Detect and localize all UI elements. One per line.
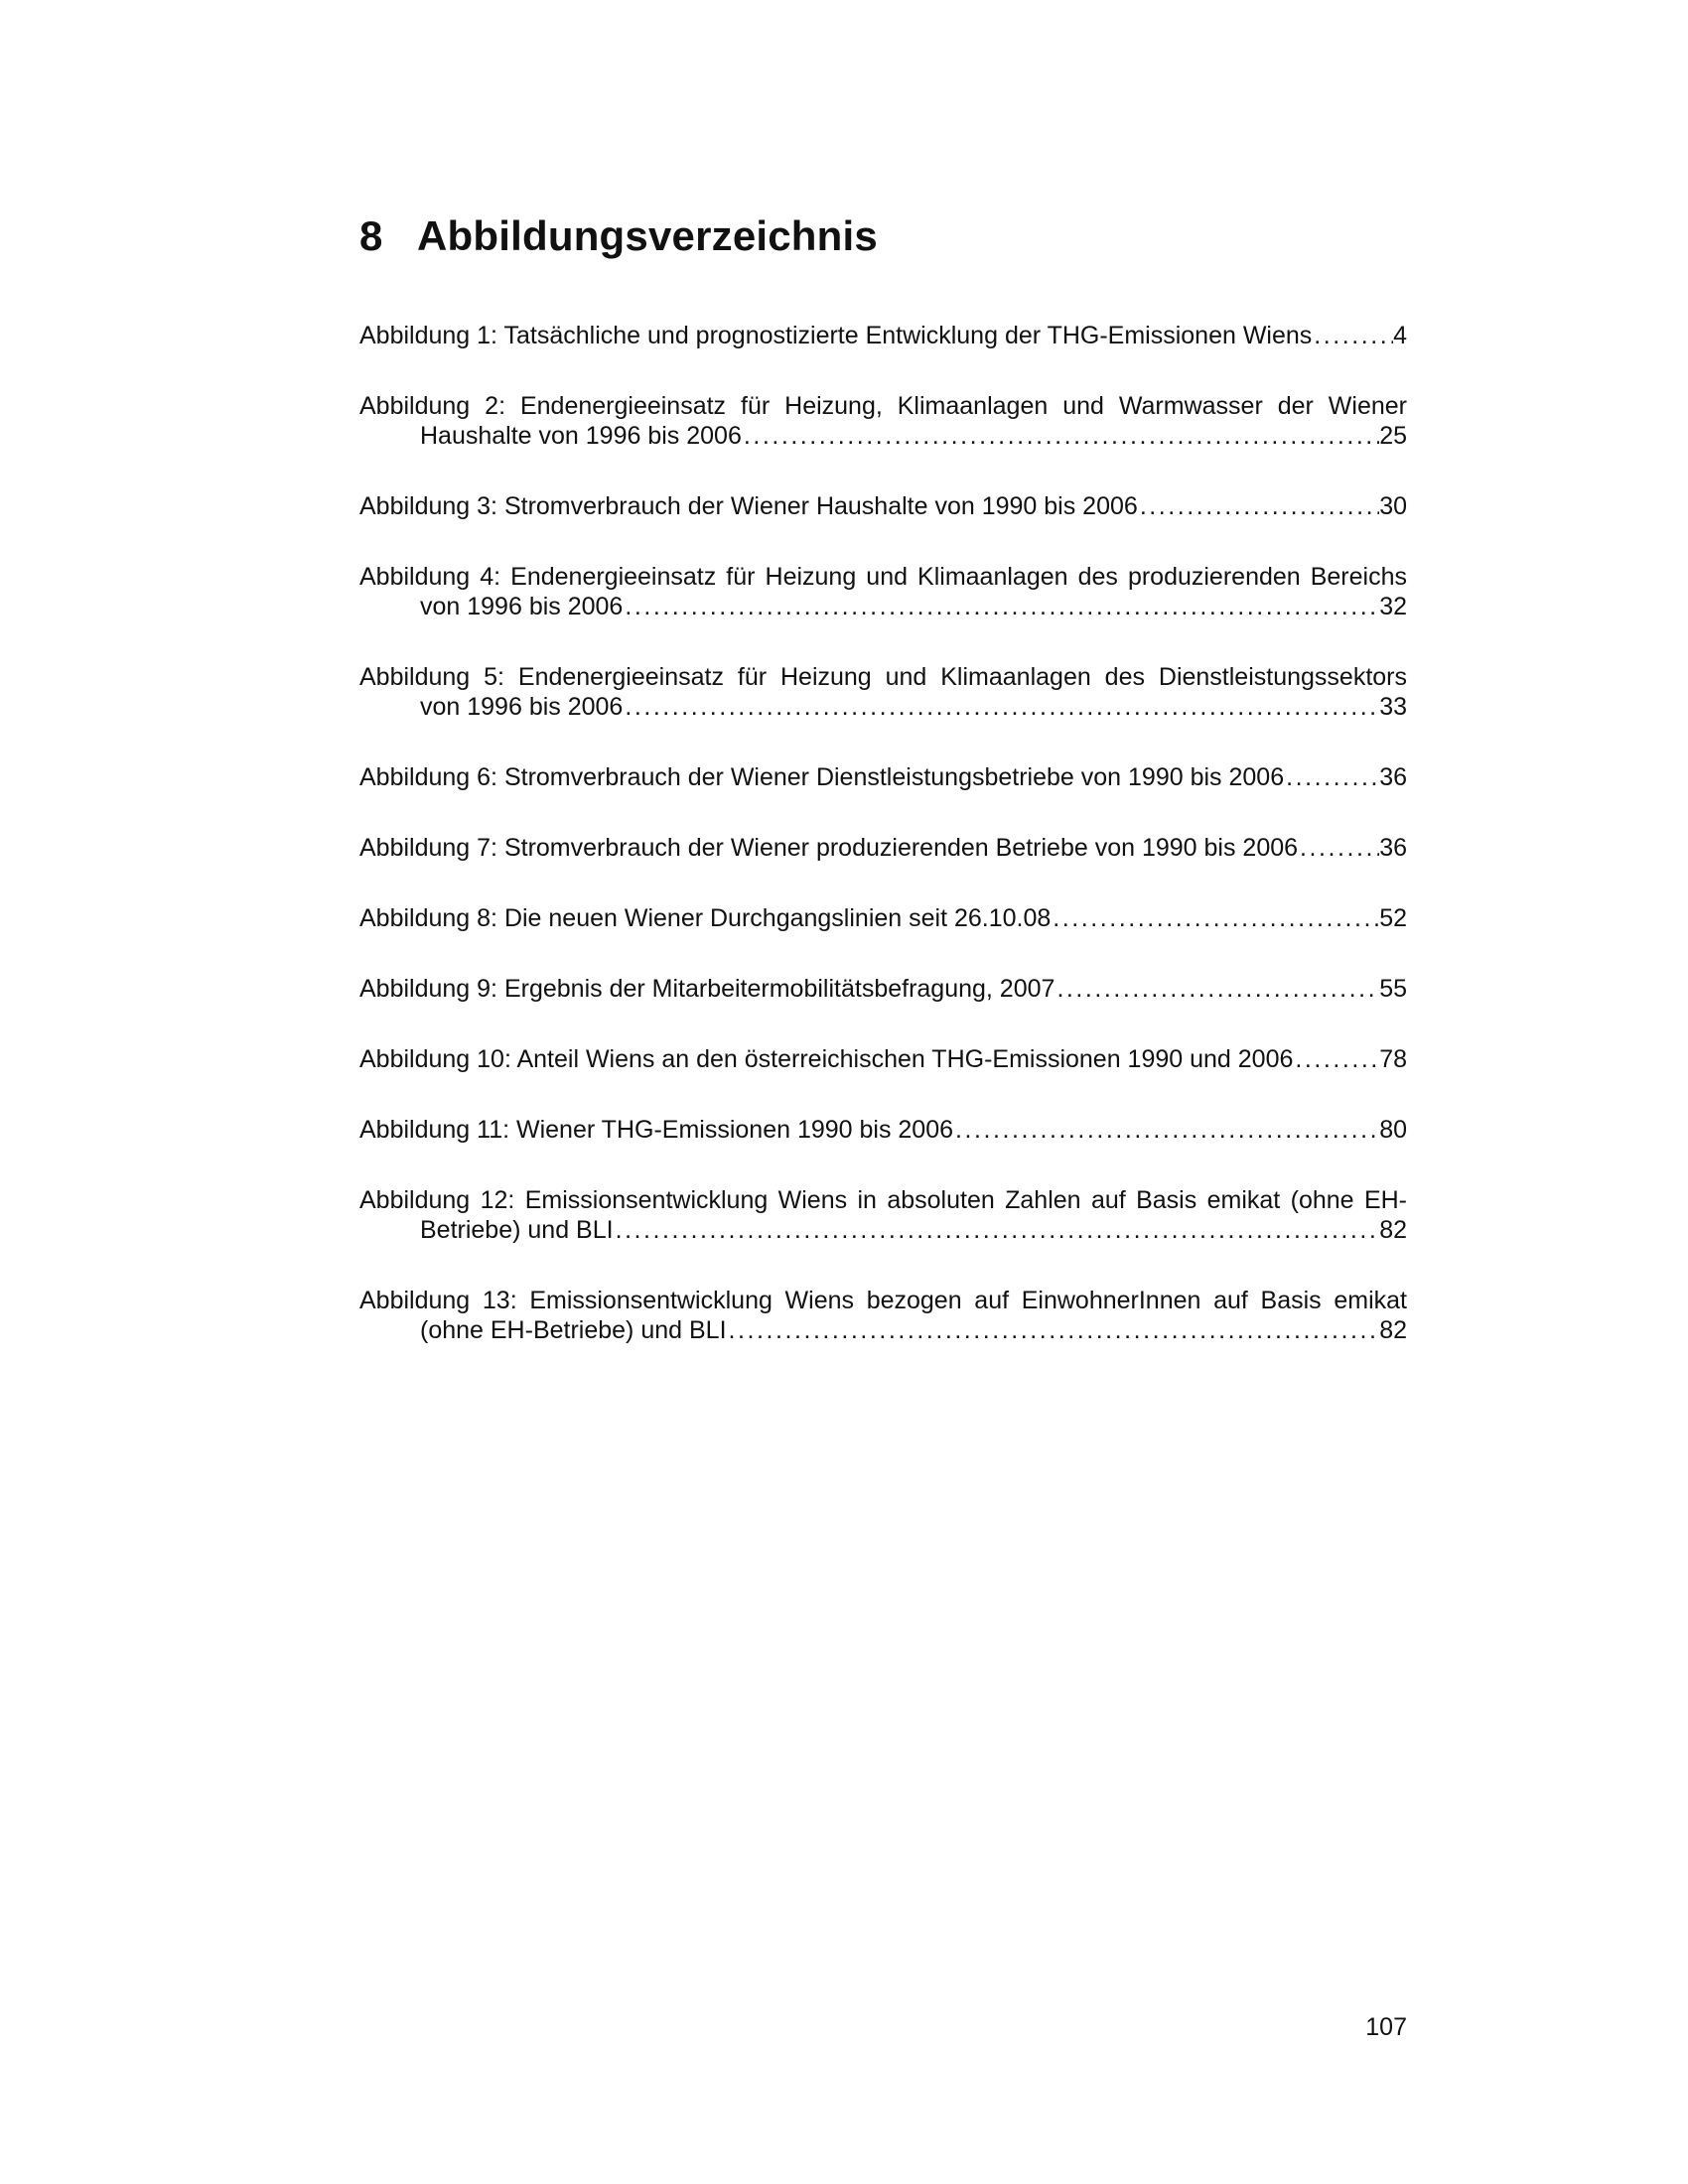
dot-leader [614, 1215, 1380, 1245]
toc-entry-text: Abbildung 1: Tatsächliche und prognostizierte Entwicklung der THG-Emissionen Wiens [359, 322, 1313, 349]
dot-leader [1293, 1044, 1379, 1074]
toc-entry-page: 80 [1379, 1116, 1407, 1144]
dot-leader [727, 1315, 1380, 1345]
toc-entry-page: 36 [1379, 834, 1407, 862]
toc-entry-text-line1: Abbildung 12: Emissionsentwicklung Wiens in absoluten Zahlen auf Basis emikat (ohne EH- [359, 1186, 1407, 1214]
dot-leader [1284, 762, 1379, 792]
toc-entry-page: 32 [1379, 593, 1407, 620]
dot-leader [953, 1115, 1379, 1145]
dot-leader [623, 592, 1379, 621]
toc-entry-text: Abbildung 10: Anteil Wiens an den österreichischen THG-Emissionen 1990 und 2006 [359, 1045, 1294, 1073]
toc-entry-6[interactable] [359, 762, 1407, 792]
toc-entry-12[interactable] [359, 1185, 1407, 1245]
page-number: 107 [1365, 2013, 1407, 2041]
toc-entry-text: Abbildung 9: Ergebnis der Mitarbeitermobilitätsbefragung, 2007 [359, 975, 1055, 1003]
toc-entry-page: 33 [1379, 693, 1407, 721]
toc-entry-text-line2: von 1996 bis 2006 [420, 693, 624, 721]
toc-entry-9[interactable] [359, 974, 1407, 1004]
toc-entry-page: 30 [1379, 492, 1407, 520]
dot-leader [742, 421, 1379, 451]
toc-entry-text-line2: (ohne EH-Betriebe) und BLI [420, 1316, 727, 1344]
chapter-heading [359, 212, 1412, 260]
dot-leader [1298, 833, 1379, 863]
toc-entry-3[interactable] [359, 491, 1407, 521]
toc-entry-text-line2: Betriebe) und BLI [420, 1216, 614, 1244]
toc-entry-8[interactable] [359, 903, 1407, 933]
toc-entry-text: Abbildung 3: Stromverbrauch der Wiener Haushalte von 1990 bis 2006 [359, 492, 1138, 520]
toc-entry-text: Abbildung 8: Die neuen Wiener Durchgangslinien seit 26.10.08 [359, 904, 1052, 932]
toc-entry-page: 82 [1379, 1216, 1407, 1244]
toc-entry-1[interactable] [359, 321, 1407, 350]
chapter-number: 8 [359, 212, 383, 259]
dot-leader [1051, 903, 1379, 933]
dot-leader [1055, 974, 1379, 1004]
toc-entry-text-line2: Haushalte von 1996 bis 2006 [420, 422, 742, 450]
toc-entry-page: 55 [1379, 975, 1407, 1003]
dot-leader [623, 692, 1379, 722]
toc-entry-page: 82 [1379, 1316, 1407, 1344]
toc-entry-page: 4 [1393, 322, 1407, 349]
toc-entry-13[interactable] [359, 1286, 1407, 1345]
toc-entry-text: Abbildung 6: Stromverbrauch der Wiener Dienstleistungsbetriebe von 1990 bis 2006 [359, 763, 1285, 791]
dot-leader [1138, 491, 1379, 521]
toc-entry-text-line2: von 1996 bis 2006 [420, 593, 624, 620]
toc-entry-2[interactable] [359, 391, 1407, 451]
toc-entry-page: 25 [1379, 422, 1407, 450]
toc-entry-page: 36 [1379, 763, 1407, 791]
toc-entry-4[interactable] [359, 562, 1407, 621]
toc-entry-text-line1: Abbildung 13: Emissionsentwicklung Wiens bezogen auf EinwohnerInnen auf Basis emikat [359, 1287, 1407, 1314]
toc-entry-page: 78 [1379, 1045, 1407, 1073]
dot-leader [1312, 321, 1393, 350]
toc-entry-text: Abbildung 11: Wiener THG-Emissionen 1990 bis 2006 [359, 1116, 954, 1144]
toc-entry-text-line1: Abbildung 2: Endenergieeinsatz für Heizung, Klimaanlagen und Warmwasser der Wiener [359, 392, 1407, 420]
toc-entry-text: Abbildung 7: Stromverbrauch der Wiener produzierenden Betriebe von 1990 bis 2006 [359, 834, 1299, 862]
toc-entry-text-line1: Abbildung 5: Endenergieeinsatz für Heizung und Klimaanlagen des Dienstleistungssektors [359, 663, 1407, 691]
toc-entry-7[interactable] [359, 833, 1407, 863]
toc-entry-5[interactable] [359, 662, 1407, 722]
figure-list [359, 321, 1407, 1386]
toc-entry-11[interactable] [359, 1115, 1407, 1145]
toc-entry-page: 52 [1379, 904, 1407, 932]
toc-entry-10[interactable] [359, 1044, 1407, 1074]
chapter-title: Abbildungsverzeichnis [417, 212, 878, 259]
toc-entry-text-line1: Abbildung 4: Endenergieeinsatz für Heizung und Klimaanlagen des produzierenden Bereichs [359, 563, 1407, 591]
